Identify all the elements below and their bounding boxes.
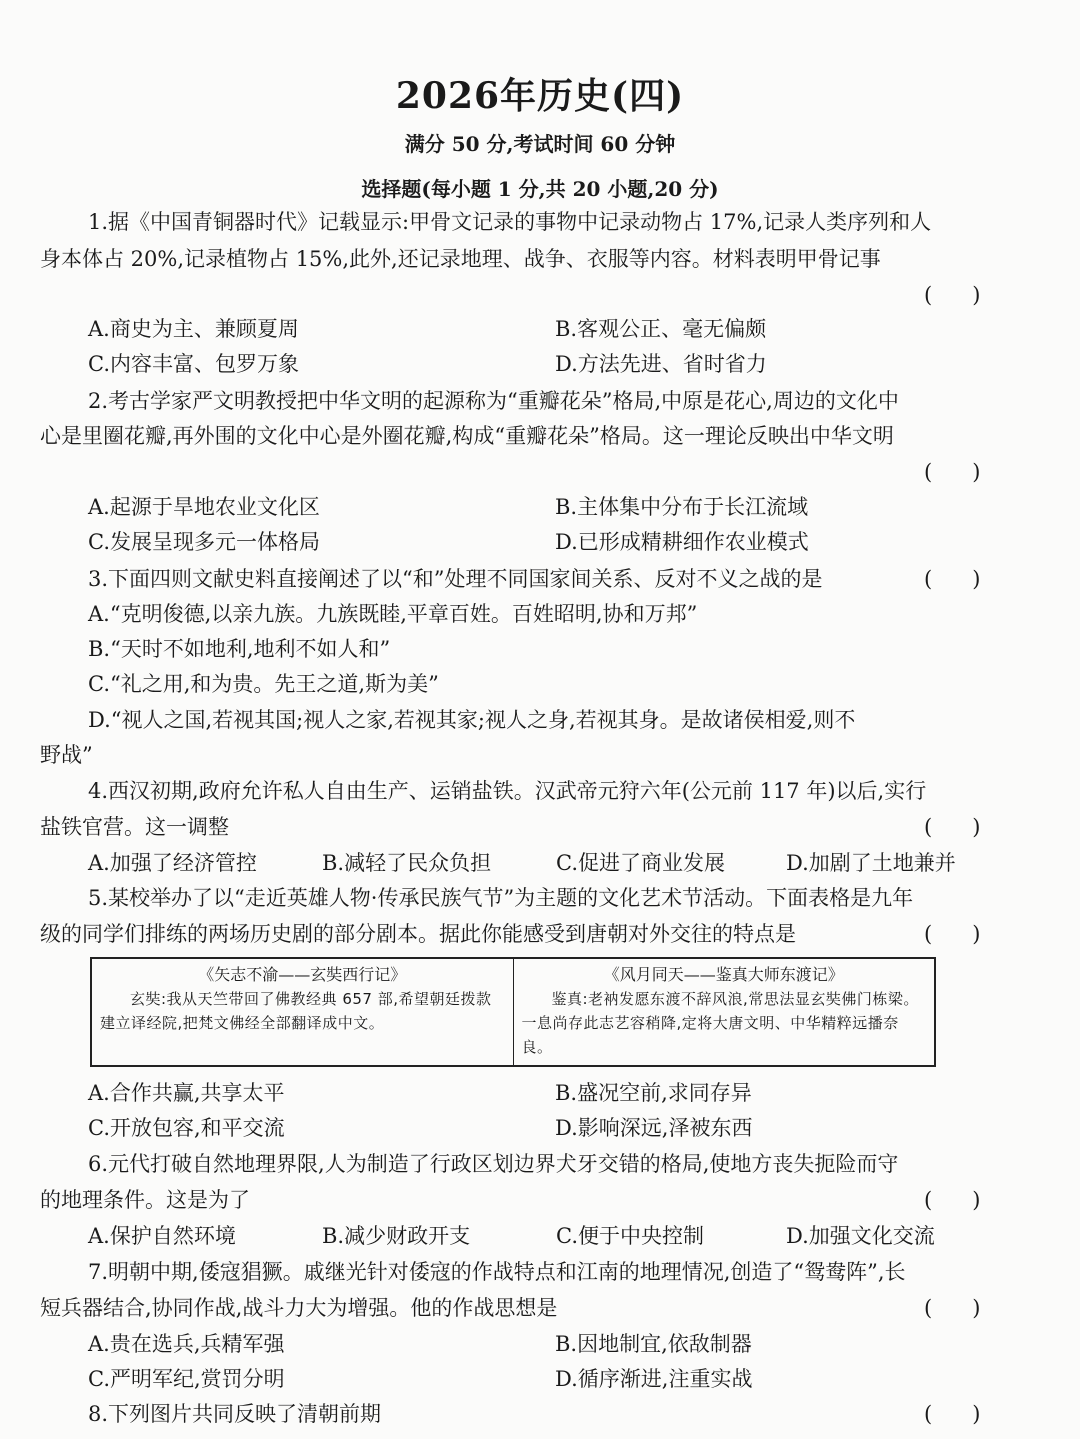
question-7-option-a: A.贵在选兵,兵精军强: [88, 1332, 285, 1356]
exam-title: 2026年历史(四): [395, 75, 685, 117]
question-5-option-a: A.合作共赢,共享太平: [88, 1081, 285, 1105]
script-excerpt-table: [90, 957, 936, 1067]
question-3-option-d: D.“视人之国,若视其国;视人之家,若视其家;视人之身,若视其身。是故诸侯相爱,则不: [88, 708, 856, 732]
question-6-option-a: A.保护自然环境: [88, 1224, 236, 1248]
question-5-stem-line1: 5.某校举办了以“走近英雄人物·传承民族气节”为主题的文化艺术节活动。下面表格是九年: [88, 886, 914, 910]
table-left-body: 玄奘:我从天竺带回了佛教经典 657 部,希望朝廷拨款建立译经院,把梵文佛经全部翻译成中文。: [100, 990, 492, 1032]
question-3-option-c: C.“礼之用,和为贵。先王之道,斯为美”: [88, 672, 439, 696]
question-6-stem-line1: 6.元代打破自然地理界限,人为制造了行政区划边界犬牙交错的格局,使地方丧失扼险而守: [88, 1152, 899, 1176]
table-left-heading: 《矢志不渝——玄奘西行记》: [198, 965, 407, 984]
table-right-body: 鉴真:老衲发愿东渡不辞风浪,常思法显玄奘佛门栋梁。一息尚存此志艺容稍降,定将大唐文明、中华精粹远播奈良。: [521, 990, 919, 1056]
exam-subtitle: 满分 50 分,考试时间 60 分钟: [404, 132, 676, 156]
question-4-option-c: C.促进了商业发展: [556, 851, 725, 875]
question-7-stem-line1: 7.明朝中期,倭寇猖獗。戚继光针对倭寇的作战特点和江南的地理情况,创造了“鸳鸯阵”,长: [88, 1260, 906, 1284]
question-2-stem-line2: 心是里圈花瓣,再外围的文化中心是外圈花瓣,构成“重瓣花朵”格局。这一理论反映出中华文明: [40, 424, 894, 448]
question-1-option-d: D.方法先进、省时省力: [555, 352, 767, 376]
question-1-stem-line1: 1.据《中国青铜器时代》记载显示:甲骨文记录的事物中记录动物占 17%,记录人类序列和人: [88, 210, 932, 234]
question-2-option-c: C.发展呈现多元一体格局: [88, 530, 320, 554]
table-cell-right: [513, 959, 935, 1065]
question-5-option-d: D.影响深远,泽被东西: [555, 1116, 753, 1140]
question-2-option-d: D.已形成精耕细作农业模式: [555, 530, 809, 554]
question-4-answer-blank: ( ): [924, 815, 981, 839]
question-7-option-b: B.因地制宜,依敌制器: [555, 1332, 752, 1356]
question-4-stem-line1: 4.西汉初期,政府允许私人自由生产、运销盐铁。汉武帝元狩六年(公元前 117 年)以后,实行: [88, 779, 927, 803]
question-2-option-a: A.起源于旱地农业文化区: [88, 495, 320, 519]
question-5-option-b: B.盛况空前,求同存异: [555, 1081, 752, 1105]
question-6-stem-line2: 的地理条件。这是为了: [40, 1188, 250, 1212]
table-right-heading: 《风月同天——鉴真大师东渡记》: [603, 965, 844, 984]
question-6-answer-blank: ( ): [924, 1188, 981, 1212]
question-4-option-a: A.加强了经济管控: [88, 851, 257, 875]
question-7-answer-blank: ( ): [924, 1296, 981, 1320]
question-8-stem: 8.下列图片共同反映了清朝前期: [88, 1402, 382, 1426]
question-5-stem-line2: 级的同学们排练的两场历史剧的部分剧本。据此你能感受到唐朝对外交往的特点是: [40, 922, 796, 946]
question-2-option-b: B.主体集中分布于长江流域: [555, 495, 809, 519]
question-6-option-d: D.加强文化交流: [786, 1224, 935, 1248]
question-2-answer-blank: ( ): [924, 460, 981, 484]
question-3-stem: 3.下面四则文献史料直接阐述了以“和”处理不同国家间关系、反对不义之战的是: [88, 567, 823, 591]
table-cell-left: [92, 959, 513, 1065]
question-3-option-a: A.“克明俊德,以亲九族。九族既睦,平章百姓。百姓昭明,协和万邦”: [88, 602, 698, 626]
question-3-answer-blank: ( ): [924, 567, 981, 591]
question-5-answer-blank: ( ): [924, 922, 981, 946]
question-6-option-c: C.便于中央控制: [556, 1224, 704, 1248]
question-1-answer-blank: ( ): [924, 283, 981, 307]
question-5-option-c: C.开放包容,和平交流: [88, 1116, 285, 1140]
question-1-option-a: A.商史为主、兼顾夏周: [88, 317, 299, 341]
question-1-option-c: C.内容丰富、包罗万象: [88, 352, 299, 376]
question-3-option-d-continued: 野战”: [40, 743, 93, 767]
question-3-option-b: B.“天时不如地利,地利不如人和”: [88, 637, 391, 661]
question-1-stem-line2: 身本体占 20%,记录植物占 15%,此外,还记录地理、战争、衣服等内容。材料表明甲骨记事: [40, 247, 881, 271]
section-heading: 选择题(每小题 1 分,共 20 小题,20 分): [361, 177, 719, 201]
question-6-option-b: B.减少财政开支: [322, 1224, 471, 1248]
question-4-option-d: D.加剧了土地兼并: [786, 851, 956, 875]
question-4-stem-line2: 盐铁官营。这一调整: [40, 815, 229, 839]
question-7-stem-line2: 短兵器结合,协同作战,战斗力大为增强。他的作战思想是: [40, 1296, 558, 1320]
question-7-option-c: C.严明军纪,赏罚分明: [88, 1367, 285, 1391]
question-7-option-d: D.循序渐进,注重实战: [555, 1367, 753, 1391]
question-4-option-b: B.减轻了民众负担: [322, 851, 492, 875]
question-1-option-b: B.客观公正、毫无偏颇: [555, 317, 767, 341]
question-2-stem-line1: 2.考古学家严文明教授把中华文明的起源称为“重瓣花朵”格局,中原是花心,周边的文化中: [88, 389, 899, 413]
question-8-answer-blank: ( ): [924, 1402, 981, 1426]
